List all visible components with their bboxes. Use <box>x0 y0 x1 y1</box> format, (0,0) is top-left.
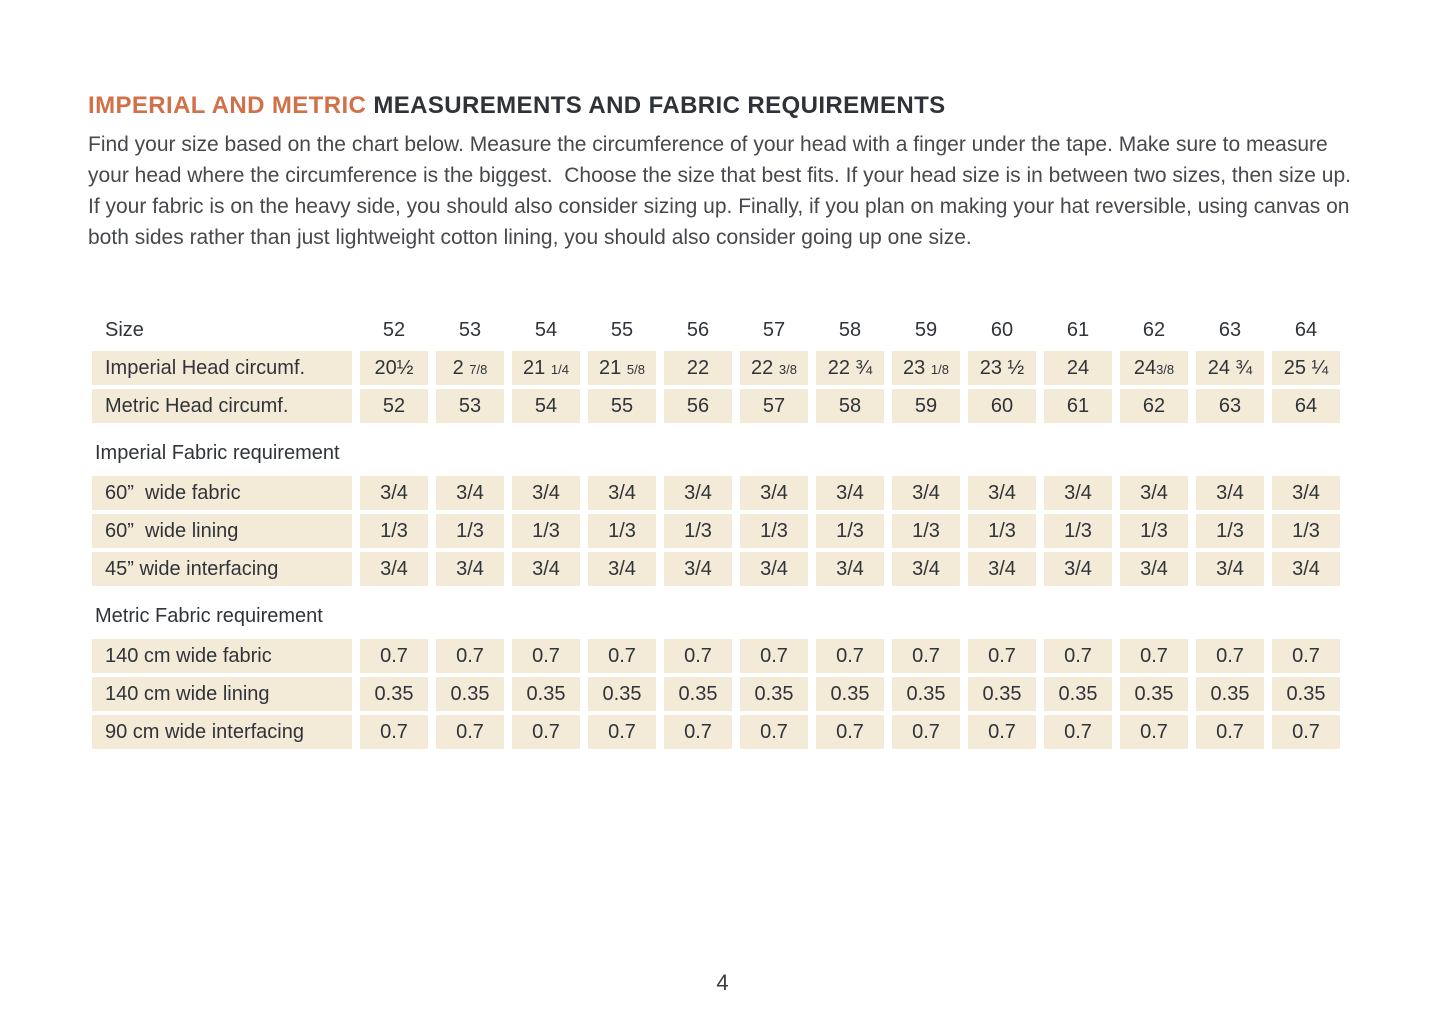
value-cell: 0.7 <box>588 715 656 749</box>
value-cell: 54 <box>512 389 580 423</box>
value-cell: 3/4 <box>360 552 428 586</box>
content <box>88 92 1360 753</box>
value-cell: 0.35 <box>892 677 960 711</box>
value-cell <box>664 351 732 385</box>
size-table-body <box>92 317 1340 749</box>
title-main: MEASUREMENTS AND FABRIC REQUIREMENTS <box>366 92 946 119</box>
value-cell: 61 <box>1044 389 1112 423</box>
table-row-lining-60in <box>92 514 1340 548</box>
value-main: 2 <box>452 356 470 379</box>
value-cell: 0.7 <box>512 639 580 673</box>
value-cell: 3/4 <box>1272 552 1340 586</box>
value-cell: 3/4 <box>588 476 656 510</box>
value-cell: 58 <box>816 389 884 423</box>
size-column-header: 62 <box>1120 317 1188 347</box>
value-cell: 3/4 <box>892 552 960 586</box>
value-cell: 0.7 <box>512 715 580 749</box>
value-main: 20½ <box>374 356 414 379</box>
value-cell: 52 <box>360 389 428 423</box>
value-cell: 0.35 <box>664 677 732 711</box>
row-label-imperial-head-circumference: Imperial Head circumf. <box>92 351 352 385</box>
value-cell: 0.35 <box>588 677 656 711</box>
value-main: 22 <box>686 356 710 379</box>
row-label-metric-head-circumference: Metric Head circumf. <box>92 389 352 423</box>
value-cell: 1/3 <box>1196 514 1264 548</box>
row-label-lining-140cm: 140 cm wide lining <box>92 677 352 711</box>
value-cell: 0.35 <box>436 677 504 711</box>
table-row-interfacing-45in <box>92 552 1340 586</box>
value-cell: 60 <box>968 389 1036 423</box>
value-cell: 1/3 <box>1120 514 1188 548</box>
value-cell: 1/3 <box>664 514 732 548</box>
table-header-row <box>92 317 1340 347</box>
value-main: 24 <box>1066 356 1090 379</box>
value-cell <box>816 351 884 385</box>
value-cell <box>968 351 1036 385</box>
value-cell: 59 <box>892 389 960 423</box>
value-main: 21 <box>599 356 627 379</box>
value-cell: 0.7 <box>664 715 732 749</box>
row-label-lining-60in: 60” wide lining <box>92 514 352 548</box>
value-fraction: 3/8 <box>1156 361 1175 377</box>
size-column-header: 59 <box>892 317 960 347</box>
value-cell: 0.7 <box>1196 639 1264 673</box>
value-cell: 1/3 <box>1272 514 1340 548</box>
row-label-fabric-140cm: 140 cm wide fabric <box>92 639 352 673</box>
size-column-header: 55 <box>588 317 656 347</box>
value-main: 21 <box>523 356 551 379</box>
value-cell: 0.7 <box>740 715 808 749</box>
value-cell: 3/4 <box>816 476 884 510</box>
size-column-header: 56 <box>664 317 732 347</box>
value-cell: 3/4 <box>664 552 732 586</box>
value-cell: 3/4 <box>436 476 504 510</box>
value-cell: 0.35 <box>1044 677 1112 711</box>
value-fraction: 1/4 <box>550 361 569 377</box>
row-label-fabric-60in: 60” wide fabric <box>92 476 352 510</box>
value-cell: 57 <box>740 389 808 423</box>
value-cell: 1/3 <box>1044 514 1112 548</box>
value-cell: 0.7 <box>664 639 732 673</box>
value-cell: 63 <box>1196 389 1264 423</box>
intro-paragraph: Find your size based on the chart below. Measure the circumference of your head with a finger under the tape. Make sure to measure your head where the circumference is the biggest. Choose the size that best fits. If your head size is in between two sizes, then size up. If your fabric is on the heavy side, you should also consider sizing up. Finally, if you plan on making your hat reversible, using canvas on both sides rather than just lightweight cotton lining, you should also consider going up one size. <box>88 133 1357 249</box>
value-cell: 0.7 <box>1044 715 1112 749</box>
table-row-metric-fabric-requirement <box>92 590 1340 635</box>
section-label-imperial-fabric-requirement: Imperial Fabric requirement <box>92 427 1340 472</box>
value-cell: 1/3 <box>816 514 884 548</box>
size-column-header: 61 <box>1044 317 1112 347</box>
value-cell <box>588 351 656 385</box>
size-column-header: 57 <box>740 317 808 347</box>
value-cell: 0.7 <box>1120 715 1188 749</box>
value-fraction: 3/8 <box>778 361 797 377</box>
value-cell: 3/4 <box>1044 476 1112 510</box>
value-cell: 64 <box>1272 389 1340 423</box>
value-cell <box>512 351 580 385</box>
value-cell: 62 <box>1120 389 1188 423</box>
value-cell: 0.35 <box>816 677 884 711</box>
value-cell: 3/4 <box>512 476 580 510</box>
value-cell: 3/4 <box>1272 476 1340 510</box>
page-number: 4 <box>716 970 729 995</box>
value-cell: 1/3 <box>588 514 656 548</box>
value-cell <box>1196 351 1264 385</box>
value-cell: 0.7 <box>1272 715 1340 749</box>
value-cell: 3/4 <box>1044 552 1112 586</box>
value-cell: 55 <box>588 389 656 423</box>
value-cell: 3/4 <box>740 552 808 586</box>
value-cell: 3/4 <box>588 552 656 586</box>
table-row-fabric-60in <box>92 476 1340 510</box>
value-cell: 3/4 <box>1120 552 1188 586</box>
value-cell: 0.35 <box>512 677 580 711</box>
value-cell: 3/4 <box>968 552 1036 586</box>
size-column-header: 60 <box>968 317 1036 347</box>
value-cell: 0.7 <box>892 715 960 749</box>
value-cell: 3/4 <box>740 476 808 510</box>
table-row-imperial-head-circumference <box>92 351 1340 385</box>
value-cell: 56 <box>664 389 732 423</box>
value-cell: 3/4 <box>1196 476 1264 510</box>
value-cell: 0.7 <box>1272 639 1340 673</box>
value-cell: 1/3 <box>968 514 1036 548</box>
value-cell: 0.35 <box>968 677 1036 711</box>
value-cell: 0.7 <box>816 639 884 673</box>
value-cell <box>892 351 960 385</box>
table-row-metric-head-circumference <box>92 389 1340 423</box>
value-cell: 0.7 <box>740 639 808 673</box>
value-cell <box>436 351 504 385</box>
value-cell: 0.7 <box>360 715 428 749</box>
value-cell: 0.7 <box>1196 715 1264 749</box>
size-table <box>84 313 1348 753</box>
size-column-header: 64 <box>1272 317 1340 347</box>
value-cell: 1/3 <box>360 514 428 548</box>
value-cell: 0.7 <box>892 639 960 673</box>
section-label-metric-fabric-requirement: Metric Fabric requirement <box>92 590 1340 635</box>
title-accent: IMPERIAL AND METRIC <box>88 92 367 119</box>
value-cell: 3/4 <box>512 552 580 586</box>
value-cell <box>1272 351 1340 385</box>
size-column-header: 53 <box>436 317 504 347</box>
value-cell: 3/4 <box>1196 552 1264 586</box>
value-cell: 3/4 <box>1120 476 1188 510</box>
value-cell: 0.7 <box>436 639 504 673</box>
value-cell: 0.35 <box>1196 677 1264 711</box>
row-label-interfacing-45in: 45” wide interfacing <box>92 552 352 586</box>
value-cell: 53 <box>436 389 504 423</box>
value-cell: 3/4 <box>816 552 884 586</box>
value-cell: 3/4 <box>360 476 428 510</box>
value-main: 22 ¾ <box>827 356 873 379</box>
value-cell: 3/4 <box>664 476 732 510</box>
value-cell: 0.7 <box>1120 639 1188 673</box>
value-cell: 1/3 <box>436 514 504 548</box>
value-cell: 1/3 <box>740 514 808 548</box>
value-cell: 0.7 <box>360 639 428 673</box>
value-cell <box>360 351 428 385</box>
size-column-header: 58 <box>816 317 884 347</box>
page-title <box>88 92 1360 120</box>
value-main: 24 ¾ <box>1207 356 1253 379</box>
value-cell: 3/4 <box>968 476 1036 510</box>
value-fraction: 5/8 <box>626 361 645 377</box>
table-row-imperial-fabric-requirement <box>92 427 1340 472</box>
size-header-label: Size <box>92 317 352 347</box>
value-cell: 0.35 <box>740 677 808 711</box>
value-cell: 0.35 <box>1272 677 1340 711</box>
value-cell: 0.7 <box>1044 639 1112 673</box>
value-cell: 0.7 <box>968 715 1036 749</box>
value-main: 23 ½ <box>979 356 1025 379</box>
value-cell: 0.7 <box>436 715 504 749</box>
size-column-header: 52 <box>360 317 428 347</box>
value-cell: 3/4 <box>436 552 504 586</box>
value-cell: 0.7 <box>816 715 884 749</box>
value-main: 25 ¼ <box>1283 356 1329 379</box>
value-cell <box>740 351 808 385</box>
table-row-fabric-140cm <box>92 639 1340 673</box>
value-cell: 0.7 <box>968 639 1036 673</box>
value-cell: 0.7 <box>588 639 656 673</box>
value-cell <box>1120 351 1188 385</box>
size-column-header: 54 <box>512 317 580 347</box>
value-main: 24 <box>1133 356 1157 379</box>
value-cell: 1/3 <box>892 514 960 548</box>
row-label-interfacing-90cm: 90 cm wide interfacing <box>92 715 352 749</box>
value-cell <box>1044 351 1112 385</box>
value-cell: 0.35 <box>1120 677 1188 711</box>
value-fraction: 1/8 <box>930 361 949 377</box>
value-main: 23 <box>903 356 931 379</box>
value-cell: 3/4 <box>892 476 960 510</box>
value-cell: 0.35 <box>360 677 428 711</box>
size-column-header: 63 <box>1196 317 1264 347</box>
table-row-interfacing-90cm <box>92 715 1340 749</box>
table-row-lining-140cm <box>92 677 1340 711</box>
value-fraction: 7/8 <box>469 361 488 377</box>
value-main: 22 <box>751 356 779 379</box>
value-cell: 1/3 <box>512 514 580 548</box>
